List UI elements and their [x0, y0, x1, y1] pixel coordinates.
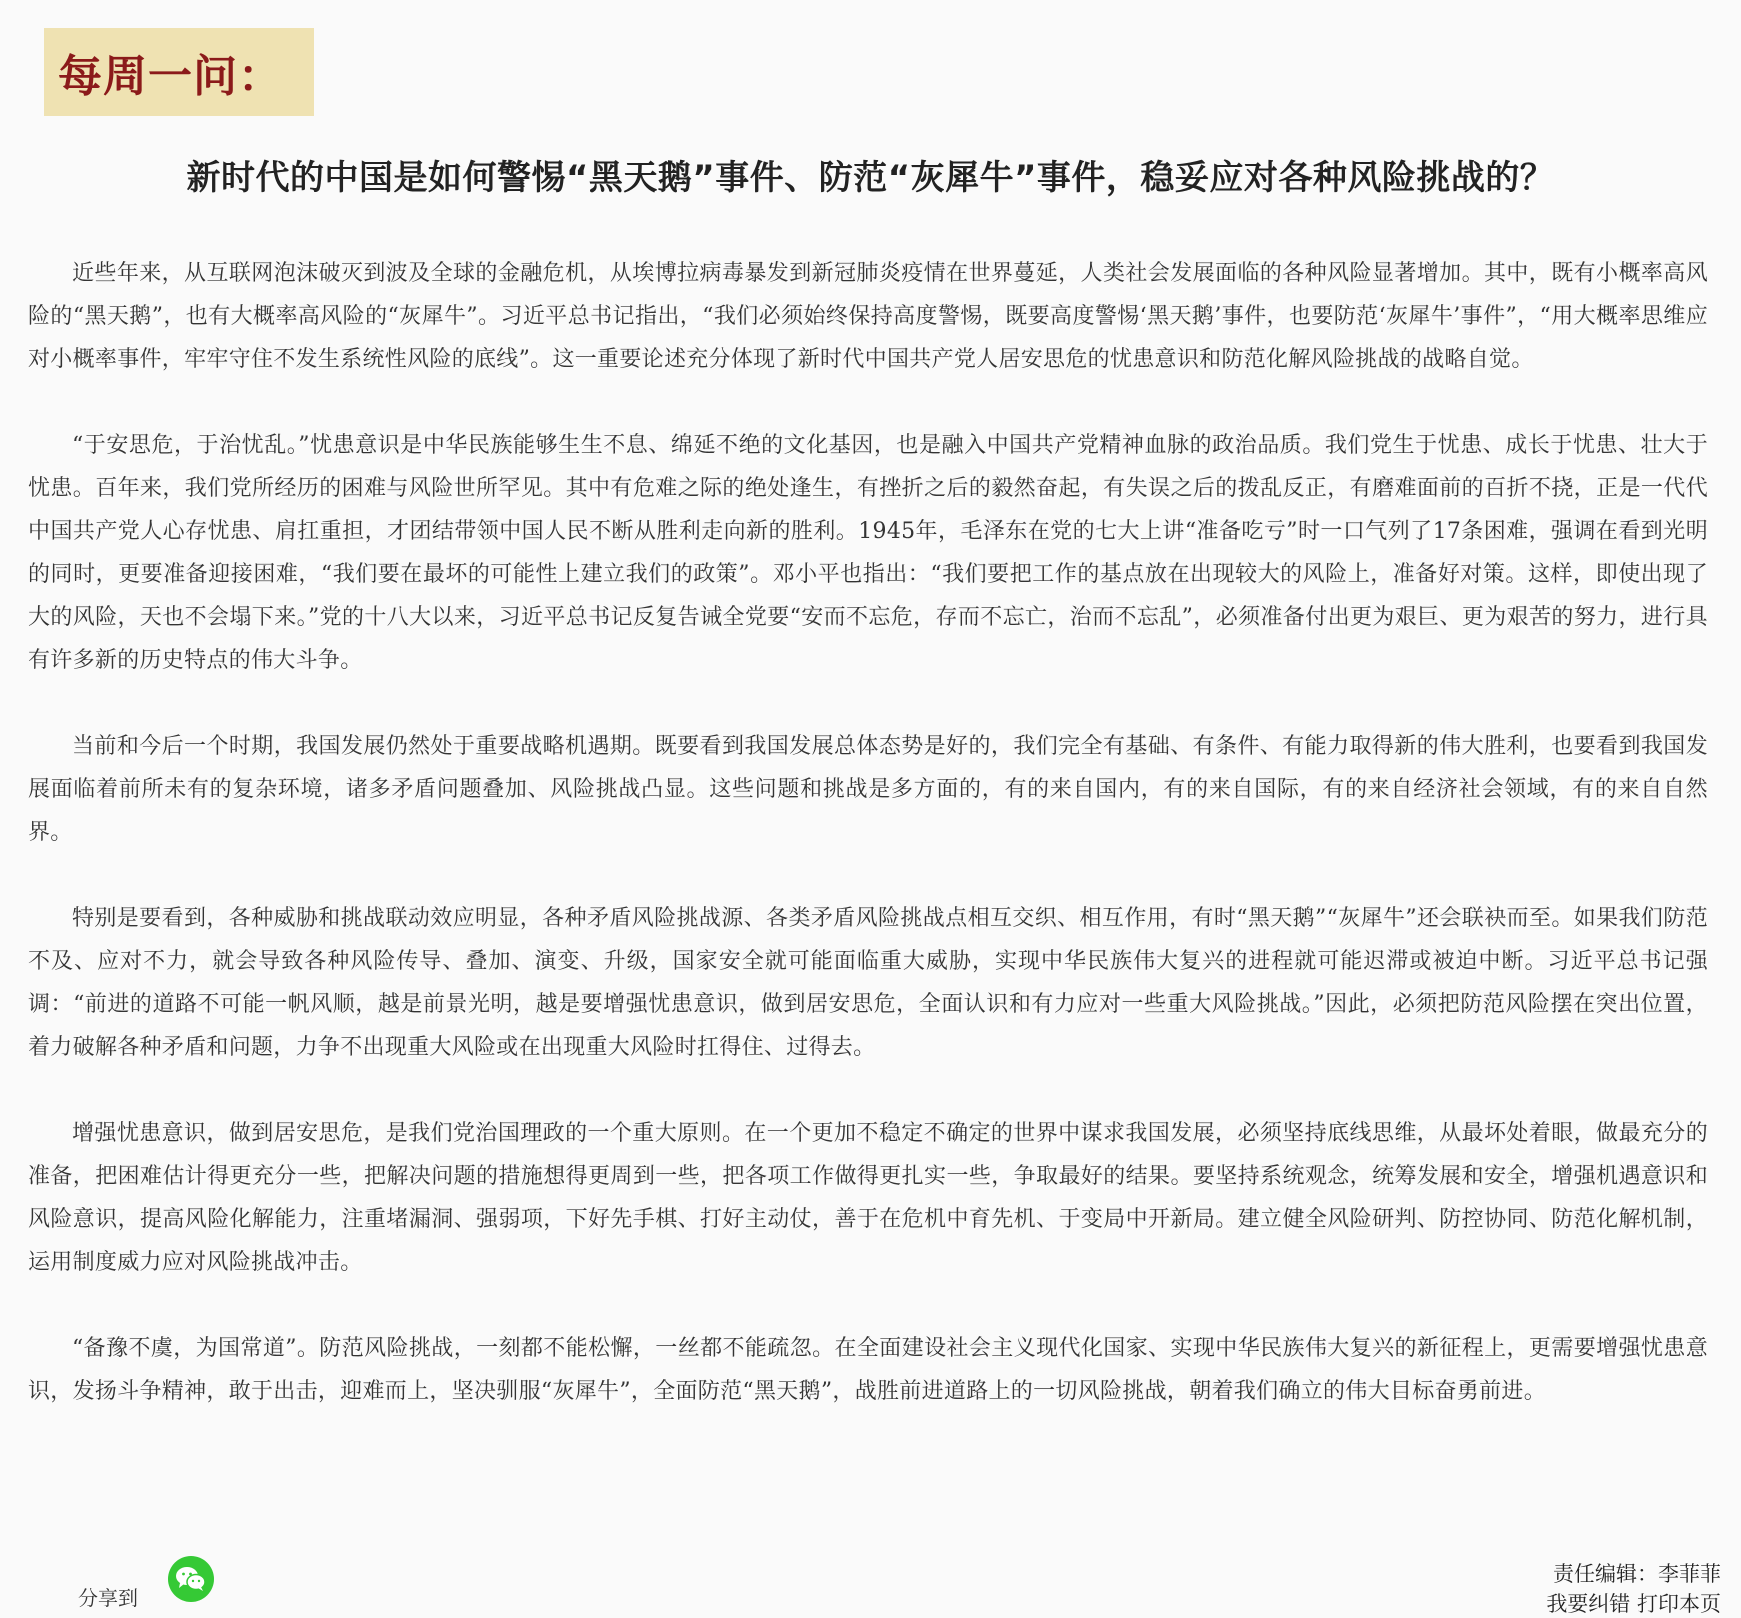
paragraph: 近些年来，从互联网泡沫破灭到波及全球的金融危机，从埃博拉病毒暴发到新冠肺炎疫情在世界蔓延，人类社会发展面临的各种风险显著增加。其中，既有小概率高风险的“黑天鹅”，也有大概率高风险的“灰犀牛”。习近平总书记指出，“我们必须始终保持高度警惕，既要高度警惕‘黑天鹅’事件，也要防范‘灰犀牛’事件”，“用大概率思维应对小概率事件，牢牢守住不发生系统性风险的底线”。这一重要论述充分体现了新时代中国共产党人居安思危的忧患意识和防范化解风险挑战的战略自觉。: [28, 261, 1708, 372]
paragraph: “于安思危，于治忧乱。”忧患意识是中华民族能够生生不息、绵延不绝的文化基因，也是融入中国共产党精神血脉的政治品质。我们党生于忧患、成长于忧患、壮大于忧患。百年来，我们党所经历的困难与风险世所罕见。其中有危难之际的绝处逢生，有挫折之后的毅然奋起，有失误之后的拨乱反正，有磨难面前的百折不挠，正是一代代中国共产党人心存忧患、肩扛重担，才团结带领中国人民不断从胜利走向新的胜利。1945年，毛泽东在党的七大上讲“准备吃亏”时一口气列了17条困难，强调在看到光明的同时，更要准备迎接困难，“我们要在最坏的可能性上建立我们的政策”。邓小平也指出：“我们要把工作的基点放在出现较大的风险上，准备好对策。这样，即使出现了大的风险，天也不会塌下来。”党的十八大以来，习近平总书记反复告诫全党要“安而不忘危，存而不忘亡，治而不忘乱”，必须准备付出更为艰巨、更为艰苦的努力，进行具有许多新的历史特点的伟大斗争。: [28, 433, 1708, 673]
article-body: [28, 252, 1708, 1456]
wechat-icon: [174, 1564, 208, 1594]
section-banner: [44, 28, 314, 116]
article-title: 新时代的中国是如何警惕“黑天鹅”事件、防范“灰犀牛”事件，稳妥应对各种风险挑战的？: [186, 158, 1555, 198]
share-label: 分享到: [78, 1586, 138, 1610]
editor-credit: 责任编辑：李菲菲: [1553, 1562, 1721, 1586]
footer-links[interactable]: 我要纠错 打印本页: [1546, 1592, 1721, 1616]
paragraph: “备豫不虞，为国常道”。防范风险挑战，一刻都不能松懈，一丝都不能疏忽。在全面建设社会主义现代化国家、实现中华民族伟大复兴的新征程上，更需要增强忧患意识，发扬斗争精神，敢于出击，迎难而上，坚决驯服“灰犀牛”，全面防范“黑天鹅”，战胜前进道路上的一切风险挑战，朝着我们确立的伟大目标奋勇前进。: [28, 1336, 1708, 1404]
article-footer: [0, 1540, 1741, 1616]
paragraph: 当前和今后一个时期，我国发展仍然处于重要战略机遇期。既要看到我国发展总体态势是好的，我们完全有基础、有条件、有能力取得新的伟大胜利，也要看到我国发展面临着前所未有的复杂环境，诸多矛盾问题叠加、风险挑战凸显。这些问题和挑战是多方面的，有的来自国内，有的来自国际，有的来自经济社会领域，有的来自自然界。: [28, 734, 1708, 845]
banner-label: 每周一问：: [58, 51, 283, 102]
paragraph: 特别是要看到，各种威胁和挑战联动效应明显，各种矛盾风险挑战源、各类矛盾风险挑战点相互交织、相互作用，有时“黑天鹅”“灰犀牛”还会联袂而至。如果我们防范不及、应对不力，就会导致各种风险传导、叠加、演变、升级，国家安全就可能面临重大威胁，实现中华民族伟大复兴的进程就可能迟滞或被迫中断。习近平总书记强调：“前进的道路不可能一帆风顺，越是前景光明，越是要增强忧患意识，做到居安思危，全面认识和有力应对一些重大风险挑战。”因此，必须把防范风险摆在突出位置，着力破解各种矛盾和问题，力争不出现重大风险或在出现重大风险时扛得住、过得去。: [28, 906, 1708, 1060]
paragraph: 增强忧患意识，做到居安思危，是我们党治国理政的一个重大原则。在一个更加不稳定不确定的世界中谋求我国发展，必须坚持底线思维，从最坏处着眼，做最充分的准备，把困难估计得更充分一些，把解决问题的措施想得更周到一些，把各项工作做得更扎实一些，争取最好的结果。要坚持系统观念，统筹发展和安全，增强机遇意识和风险意识，提高风险化解能力，注重堵漏洞、强弱项，下好先手棋、打好主动仗，善于在危机中育先机、于变局中开新局。建立健全风险研判、防控协同、防范化解机制，运用制度威力应对风险挑战冲击。: [28, 1121, 1708, 1275]
wechat-share-button[interactable]: [168, 1556, 214, 1602]
